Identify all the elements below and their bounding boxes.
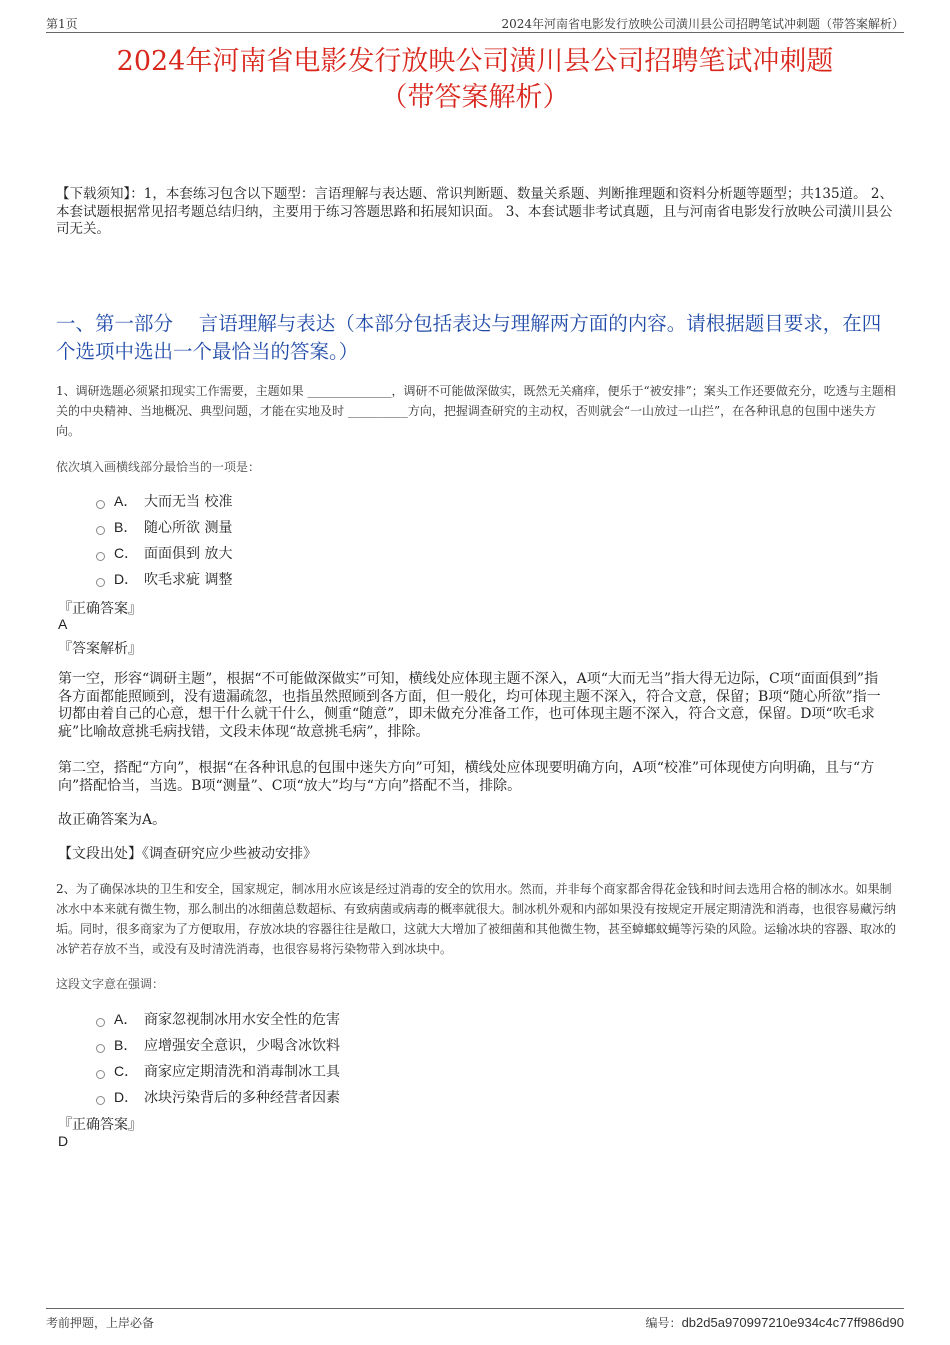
q2-option-b[interactable]	[96, 1032, 340, 1058]
document-title	[40, 44, 910, 116]
option-text: 商家忽视制冰用水安全性的危害	[144, 1012, 340, 1028]
radio-icon[interactable]	[96, 526, 105, 535]
q1-answer: A	[58, 616, 68, 632]
q1-text-part-3: 方向，把握调查研究的主动权，否则就会“一山放过一山拦”，在各种讯息的包围中迷失方向。	[56, 404, 877, 438]
q1-option-a[interactable]	[96, 488, 232, 514]
radio-icon[interactable]	[96, 500, 105, 509]
q1-option-b[interactable]	[96, 514, 232, 540]
header-doc-title: 2024年河南省电影发行放映公司潢川县公司招聘笔试冲刺题（带答案解析）	[501, 17, 904, 31]
download-notice: 【下载须知】：1，本套练习包含以下题型：言语理解与表达题、常识判断题、数量关系题、判断推理题和资料分析题等题型；共135道。 2、本套试题根据常见招考题总结归纳，主要用于练习答题思路和拓展知识面。 3、本套试题非考试真题，且与河南省电影发行放映公司潢川县公司无关。	[56, 186, 893, 237]
q2-option-d[interactable]	[96, 1084, 340, 1110]
radio-icon[interactable]	[96, 578, 105, 587]
q1-analysis-paragraph-2: 第二空，搭配“方向”，根据“在各种讯息的包围中迷失方向”可知，横线处应体现要明确方向，A项“校准”可体现使方向明确，且与“方向”搭配恰当，当选。B项“测量”、C项“放大”均与“方向”搭配不当，排除。	[58, 760, 875, 794]
option-text: 随心所欲 测量	[144, 520, 233, 536]
q1-blank-1: ______________	[307, 384, 392, 398]
section-heading: 一、第一部分 言语理解与表达（本部分包括表达与理解两方面的内容。请根据题目要求，在四个选项中选出一个最恰当的答案。）	[56, 312, 882, 363]
q1-blank-2: __________	[347, 404, 408, 418]
option-text: 应增强安全意识，少喝含冰饮料	[144, 1038, 340, 1054]
footer-code	[646, 1314, 904, 1331]
q1-options	[96, 488, 232, 592]
option-text: 吹毛求疵 调整	[144, 572, 233, 588]
footer-code-label: 编号：	[645, 1316, 682, 1330]
title-line-2: （带答案解析）	[380, 82, 570, 113]
title-line-1: 2024年河南省电影发行放映公司潢川县公司招聘笔试冲刺题	[116, 46, 834, 77]
q1-analysis-label: 『答案解析』	[58, 641, 142, 657]
q1-option-d[interactable]	[96, 566, 232, 592]
option-letter: D．	[114, 571, 139, 587]
option-text: 冰块污染背后的多种经营者因素	[144, 1090, 340, 1106]
footer-code-value: db2d5a970997210e934c4c77ff986d90	[681, 1315, 904, 1330]
option-letter: B．	[114, 1037, 138, 1053]
footer-slogan: 考前押题，上岸必备	[46, 1316, 155, 1330]
q2-option-c[interactable]	[96, 1058, 340, 1084]
option-letter: D．	[114, 1089, 139, 1105]
option-letter: A．	[114, 1011, 138, 1027]
q1-text-part-1: 1、调研选题必须紧扣现实工作需要，主题如果	[56, 384, 308, 398]
option-letter: C．	[114, 545, 139, 561]
question-1-stem	[56, 381, 898, 441]
page-footer	[46, 1308, 904, 1331]
radio-icon[interactable]	[96, 1044, 105, 1053]
radio-icon[interactable]	[96, 552, 105, 561]
q1-prompt: 依次填入画横线部分最恰当的一项是：	[56, 460, 261, 474]
option-text: 商家应定期清洗和消毒制冰工具	[144, 1064, 340, 1080]
option-text: 面面俱到 放大	[144, 546, 233, 562]
q1-source: 【文段出处】《调查研究应少些被动安排》	[58, 846, 317, 862]
q1-conclusion: 故正确答案为A。	[58, 812, 167, 828]
radio-icon[interactable]	[96, 1018, 105, 1027]
q2-answer-label: 『正确答案』	[58, 1117, 142, 1133]
option-text: 大而无当 校准	[144, 494, 233, 510]
q1-option-c[interactable]	[96, 540, 232, 566]
option-letter: B．	[114, 519, 138, 535]
q2-option-a[interactable]	[96, 1006, 340, 1032]
q2-answer: D	[58, 1133, 69, 1149]
question-2-stem: 2、为了确保冰块的卫生和安全，国家规定，制冰用水应该是经过消毒的安全的饮用水。然而，并非每个商家都舍得花金钱和时间去选用合格的制冰水。如果制冰水中本来就有微生物，那么制出的冰细菌总数超标、有致病菌或病毒的概率就很大。制冰机外观和内部如果没有按规定开展定期清洗和消毒，也很容易藏污纳垢。同时，很多商家为了方便取用，存放冰块的容器往往是敞口，这就大大增加了被细菌和其他微生物，甚至蟑螂蚊蝇等污染的风险。运输冰块的容器、取冰的冰铲若存放不当，或没有及时清洗消毒，也很容易将污染物带入到冰块中。	[56, 882, 897, 956]
option-letter: C．	[114, 1063, 139, 1079]
radio-icon[interactable]	[96, 1096, 105, 1105]
page-number: 第1页	[46, 17, 78, 31]
option-letter: A．	[114, 493, 138, 509]
q1-analysis-paragraph-1: 第一空，形容“调研主题”，根据“不可能做深做实”可知，横线处应体现主题不深入，A项“大而无当”指大得无边际，C项“面面俱到”指各方面都能照顾到，没有遗漏疏忽，也指虽然照顾到各方面，但一般化，均可体现主题不深入，符合文意，保留；B项“随心所欲”指一切都由着自己的心意，想干什么就干什么，侧重“随意”，即未做充分准备工作，也可体现主题不深入，符合文意，保留。D项“吹毛求疵”比喻故意挑毛病找错，文段未体现“故意挑毛病”，排除。	[58, 671, 881, 740]
q2-prompt: 这段文字意在强调：	[56, 977, 165, 991]
q1-answer-label: 『正确答案』	[58, 601, 142, 617]
radio-icon[interactable]	[96, 1070, 105, 1079]
q2-options	[96, 1006, 340, 1110]
q1-text-part-2: ，调研不可能做深做实，既然无关痛痒，便乐于“被安排”；案头工作还要做充分，吃透与主题相关的中央精神、当地概况、典型问题，才能在实地及时	[56, 384, 896, 418]
page-header	[46, 14, 904, 33]
